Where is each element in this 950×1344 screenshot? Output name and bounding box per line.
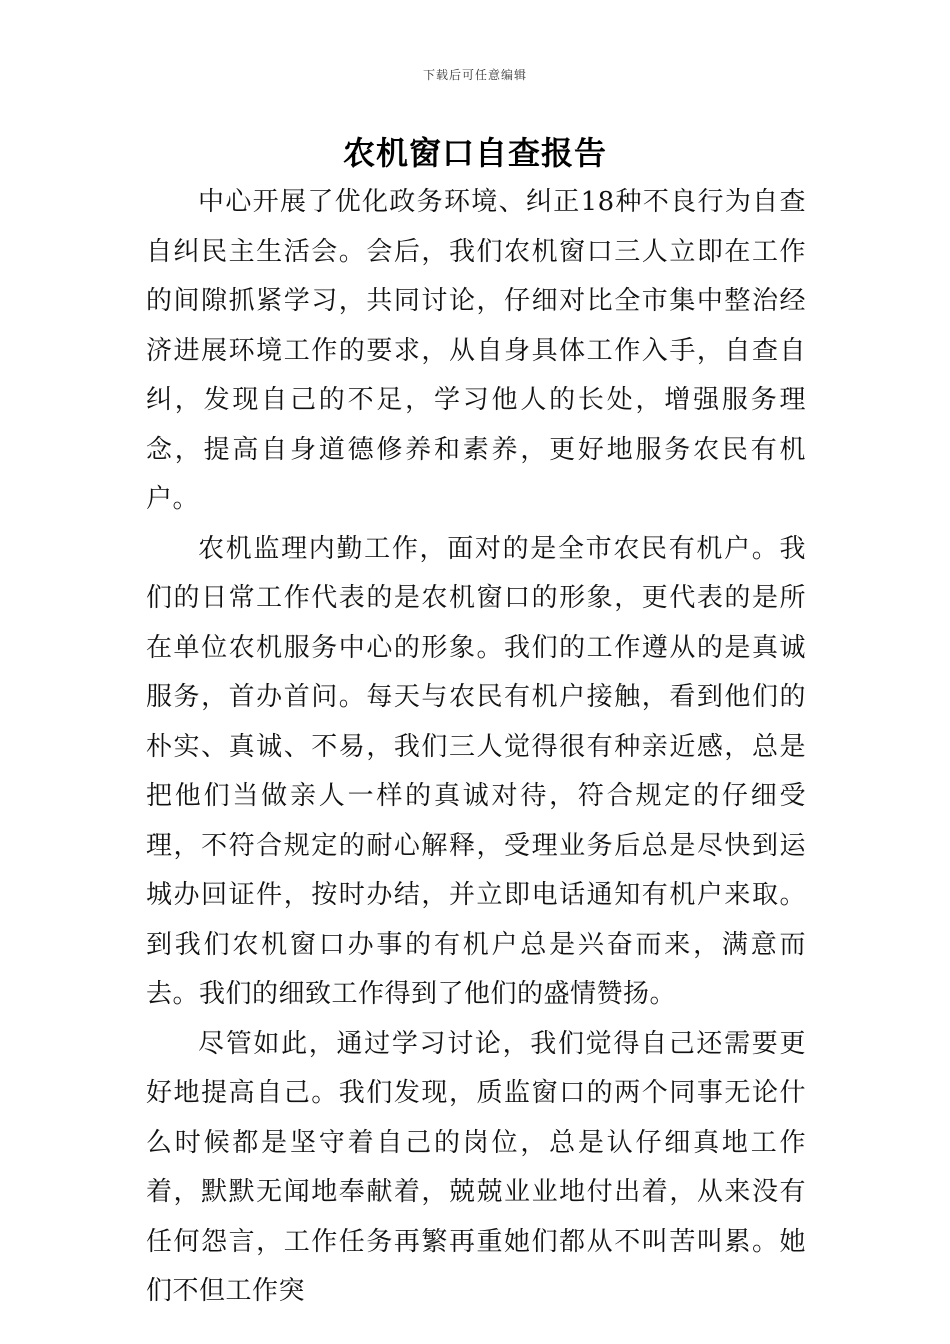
paragraph-3: 尽管如此，通过学习讨论，我们觉得自己还需要更好地提高自己。我们发现，质监窗口的两个同事无论什么时候都是坚守着自己的岗位，总是认仔细真地工作着，默默无闻地奉献着，兢兢业业地付出着，从来没有任何怨言，工作任务再繁再重她们都从不叫苦叫累。她们不但工作突 [146,1028,806,1306]
paragraph-1: 中心开展了优化政务环境、纠正18种不良行为自查自纠民主生活会。会后，我们农机窗口三人立即在工作的间隙抓紧学习，共同讨论，仔细对比全市集中整治经济进展环境工作的要求，从自身具体工作入手，自查自纠，发现自己的不足，学习他人的长处，增强服务理念，提高自身道德修养和素养，更好地服务农民有机户。 [146,187,806,514]
document-body [146,178,806,1317]
header-note: 下载后可任意编辑 [422,68,527,82]
paragraph-2: 农机监理内勤工作，面对的是全市农民有机户。我们的日常工作代表的是农机窗口的形象，更代表的是所在单位农机服务中心的形象。我们的工作遵从的是真诚服务，首办首问。每天与农民有机户接触，看到他们的朴实、真诚、不易，我们三人觉得很有种亲近感，总是把他们当做亲人一样的真诚对待，符合规定的仔细受理，不符合规定的耐心解释，受理业务后总是尽快到运城办回证件，按时办结，并立即电话通知有机户来取。到我们农机窗口办事的有机户总是兴奋而来，满意而去。我们的细致工作得到了他们的盛情赞扬。 [146,533,806,1009]
document-title: 农机窗口自查报告 [342,134,607,172]
